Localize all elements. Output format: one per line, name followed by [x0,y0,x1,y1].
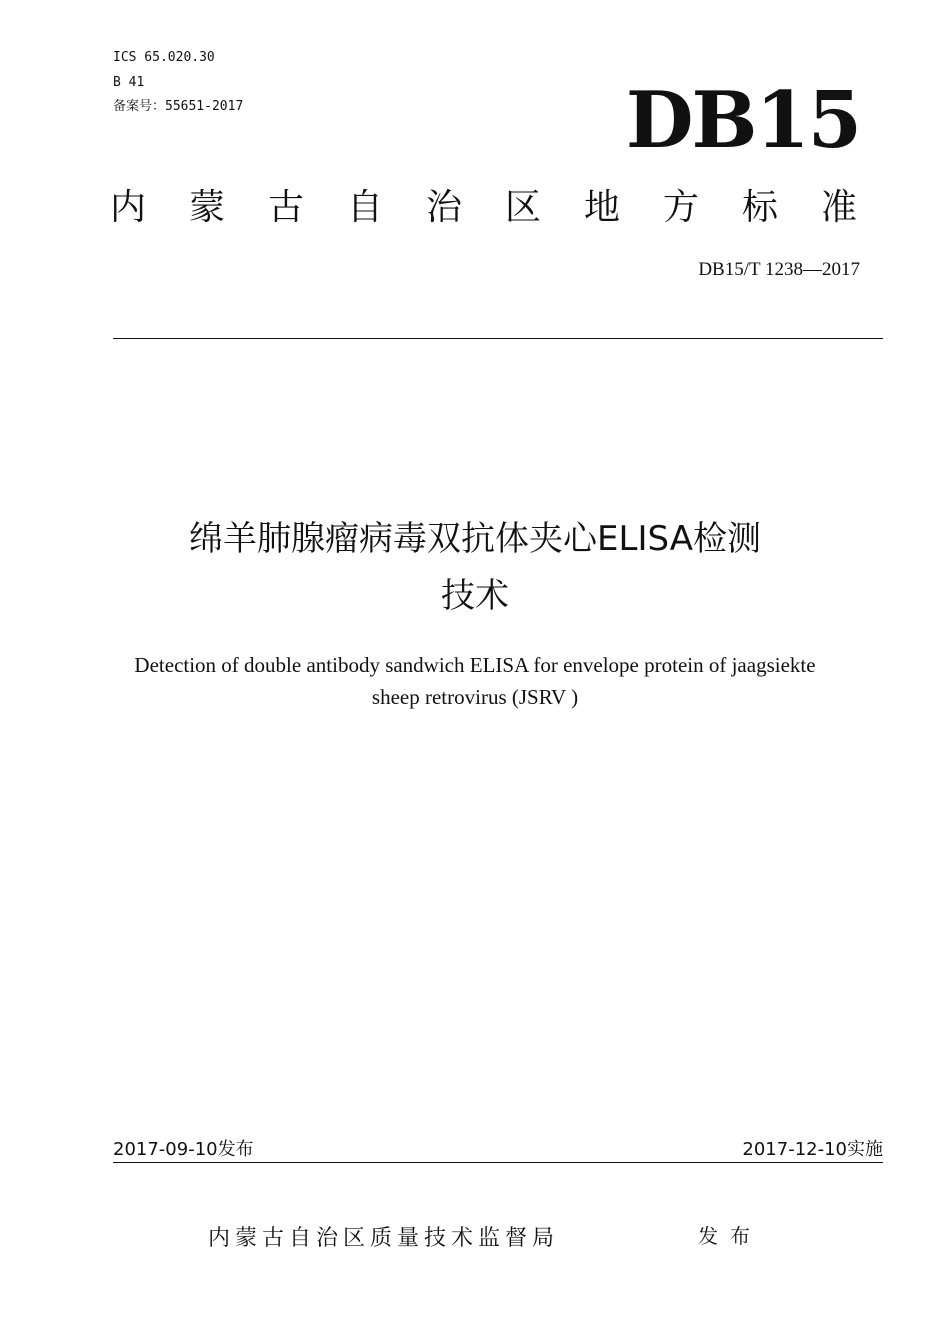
english-title-line-2: sheep retrovirus (JSRV ) [371,685,579,709]
standard-number: DB15/T 1238—2017 [698,259,860,280]
chinese-title-line-2: 技术 [441,576,509,616]
implementation-date: 2017-12-10实施 [742,1139,883,1160]
standard-code-logo: DB15 [625,75,860,166]
issue-date: 2017-09-10发布 [113,1139,254,1160]
standard-category: 内蒙古自治区地方标准 [110,187,901,228]
bottom-divider [113,1162,883,1163]
classification-code: B 41 [113,75,145,90]
record-number: 备案号：55651-2017 [113,99,244,114]
top-divider [113,338,883,339]
issuing-authority: 内蒙古自治区质量技术监督局 [208,1226,560,1251]
english-title-line-1: Detection of double antibody sandwich ELISA for envelope protein of jaagsiekte [134,653,816,677]
ics-code: ICS 65.020.30 [113,50,215,65]
issue-action-label: 发布 [698,1224,762,1248]
chinese-title-line-1: 绵羊肺腺瘤病毒双抗体夹心ELISA检测 [189,519,761,559]
